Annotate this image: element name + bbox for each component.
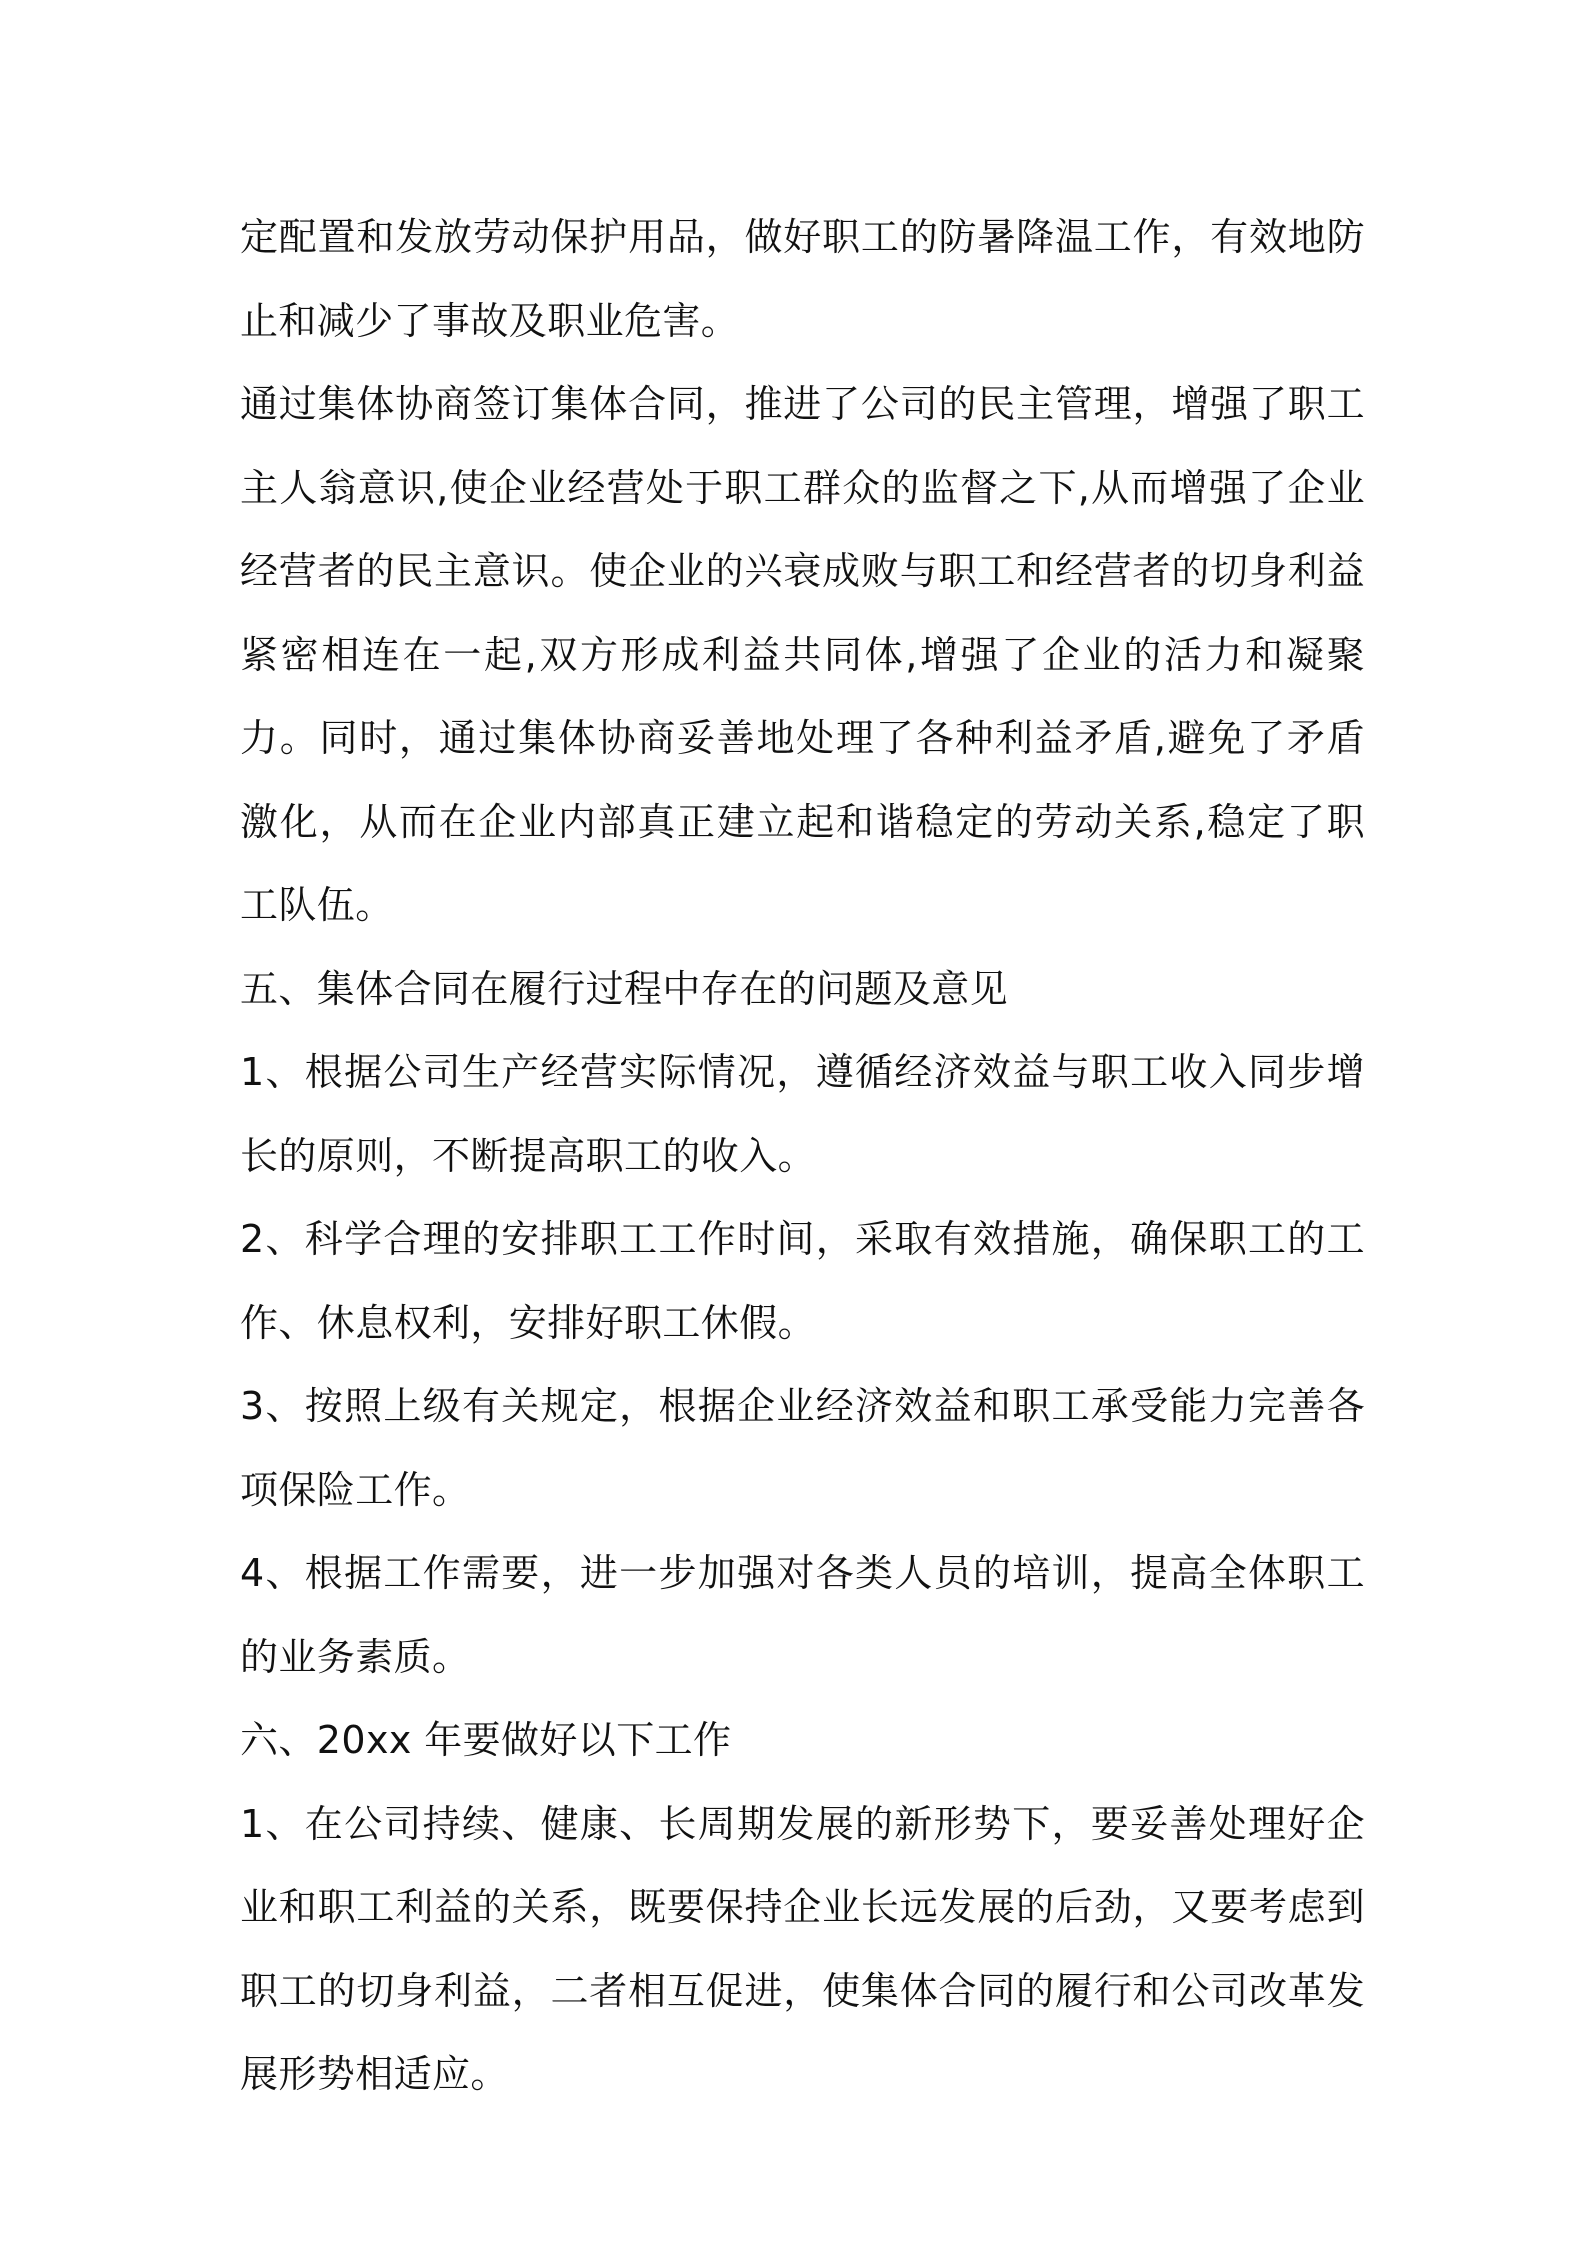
section-heading-problems: 五、集体合同在履行过程中存在的问题及意见 (240, 966, 1009, 1011)
list-item-training: 4、根据工作需要，进一步加强对各类人员的培训，提高全体职工的业务素质。 (240, 1551, 1365, 1679)
section-heading-plans: 六、20xx 年要做好以下工作 (240, 1718, 732, 1762)
list-item-income: 1、根据公司生产经营实际情况，遵循经济效益与职工收入同步增长的原则，不断提高职工的收入。 (240, 1050, 1365, 1178)
list-item-development: 1、在公司持续、健康、长周期发展的新形势下，要妥善处理好企业和职工利益的关系，既要保持企业长远发展的后劲，又要考虑到职工的切身利益，二者相互促进，使集体合同的履行和公司改革发展形势相适应。 (240, 1801, 1365, 2096)
paragraph-protective-equipment: 定配置和发放劳动保护用品，做好职工的防暑降温工作，有效地防止和减少了事故及职业危害。 (240, 215, 1365, 343)
list-item-working-time: 2、科学合理的安排职工工作时间，采取有效措施，确保职工的工作、休息权利，安排好职工休假。 (240, 1217, 1365, 1345)
paragraph-collective-negotiation: 通过集体协商签订集体合同，推进了公司的民主管理，增强了职工主人翁意识,使企业经营处于职工群众的监督之下,从而增强了企业经营者的民主意识。使企业的兴衰成败与职工和经营者的切身利益紧密相连在一起,双方形成利益共同体,增强了企业的活力和凝聚力。同时，通过集体协商妥善地处理了各种利益矛盾,避免了矛盾激化，从而在企业内部真正建立起和谐稳定的劳动关系,稳定了职工队伍。 (240, 382, 1365, 927)
list-item-insurance: 3、按照上级有关规定，根据企业经济效益和职工承受能力完善各项保险工作。 (240, 1384, 1365, 1512)
document-body (240, 196, 1365, 2117)
